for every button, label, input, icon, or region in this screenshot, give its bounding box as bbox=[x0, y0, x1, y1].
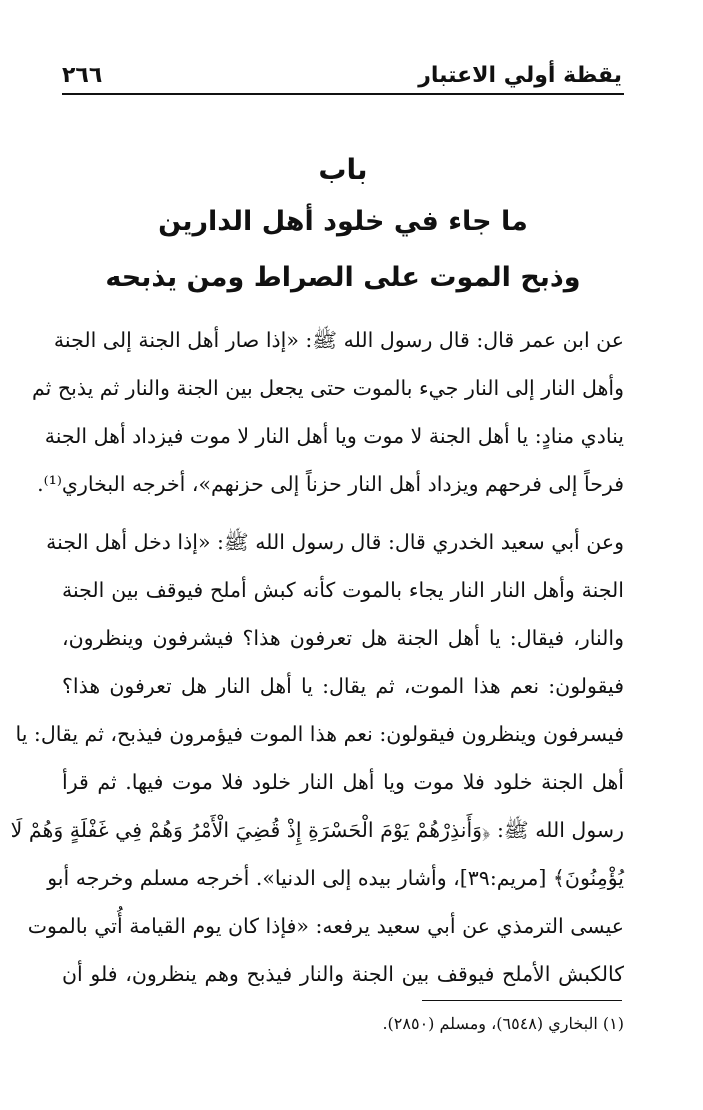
text-line: فيقولون: نعم هذا الموت، ثم يقال: يا أهل النار هل تعرفون هذا؟ bbox=[62, 674, 624, 698]
text-line: الجنة وأهل النار النار يجاء بالموت كأنه كبش أملح فيوقف بين الجنة bbox=[62, 578, 624, 602]
text-line: فرحاً إلى فرحهم ويزداد أهل النار حزناً إلى حزنهم»، أخرجه البخاري⁽¹⁾. bbox=[37, 472, 624, 496]
chapter-label: باب bbox=[318, 153, 368, 186]
body-text bbox=[10, 316, 624, 998]
text-line: وعن أبي سعيد الخدري قال: قال رسول الله ﷺ: «إذا دخل أهل الجنة bbox=[46, 530, 624, 554]
book-title: يقظة أولي الاعتبار bbox=[418, 62, 622, 88]
chapter-heading bbox=[62, 146, 624, 306]
page-number: ٢٦٦ bbox=[62, 62, 103, 88]
text-line: يُؤْمِنُونَ﴾ [مريم:٣٩]، وأشار بيده إلى الدنيا». أخرجه مسلم وخرجه أبو bbox=[47, 866, 624, 890]
running-header bbox=[62, 58, 622, 92]
text-line: كالكبش الأملح فيوقف بين الجنة والنار فيذبح وهم ينظرون، فلو أن bbox=[62, 962, 624, 986]
text-line: أهل الجنة خلود فلا موت ويا أهل النار خلود فلا موت فيها. ثم قرأ bbox=[62, 770, 624, 794]
text-line: ينادي منادٍ: يا أهل الجنة لا موت ويا أهل النار لا موت فيزداد أهل الجنة bbox=[44, 424, 624, 448]
footnote: (١) البخاري (٦٥٤٨)، ومسلم (٢٨٥٠). bbox=[382, 1014, 624, 1033]
text-line: رسول الله ﷺ: ﴿وَأَنذِرْهُمْ يَوْمَ الْحَسْرَةِ إِذْ قُضِيَ الْأَمْرُ وَهُمْ فِي غَفْلَةٍ وَهُمْ لَا bbox=[10, 818, 624, 842]
paragraph-1 bbox=[32, 316, 624, 508]
text-line: عن ابن عمر قال: قال رسول الله ﷺ: «إذا صار أهل الجنة إلى الجنة bbox=[53, 328, 624, 352]
header-rule bbox=[62, 93, 624, 95]
text-line: وأهل النار إلى النار جيء بالموت حتى يجعل بين الجنة والنار ثم يذبح ثم bbox=[32, 376, 624, 400]
paragraph-2 bbox=[10, 518, 624, 998]
text-line: والنار، فيقال: يا أهل الجنة هل تعرفون هذا؟ فيشرفون وينظرون، bbox=[62, 626, 624, 650]
footnote-rule bbox=[422, 1000, 622, 1001]
text-line: عيسى الترمذي عن أبي سعيد يرفعه: «فإذا كان يوم القيامة أُتي بالموت bbox=[27, 914, 624, 938]
chapter-title-line-1: ما جاء في خلود أهل الدارين bbox=[158, 206, 528, 237]
chapter-title-line-2: وذبح الموت على الصراط ومن يذبحه bbox=[105, 262, 581, 293]
text-line: فيسرفون وينظرون فيقولون: نعم هذا الموت فيؤمرون فيذبح، ثم يقال: يا bbox=[15, 722, 624, 746]
